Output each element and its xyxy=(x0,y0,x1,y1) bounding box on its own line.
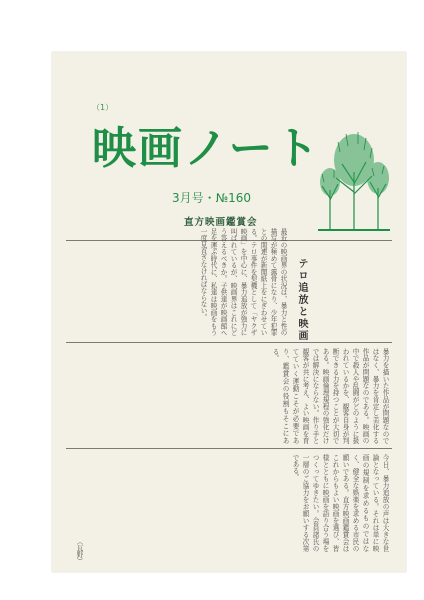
magazine-title: 映画ノート xyxy=(92,123,321,174)
publisher-name: 直方映画鑑賞会 xyxy=(184,217,258,228)
article-headline: テロ追放と映画 xyxy=(296,258,307,342)
issue-number: （1） xyxy=(92,103,114,112)
article-column-middle: 暴力を描いた作品が問題なのではなく、暴力を肯定し美化する作品が問題なのである。映画の中で殺人や乱闘がどのように扱われているかを、観客自身が判断できる力を持つことが大切である。映画倫理規程の強化だけでは解決にならない。作り手と観客が共に考え、よい映画を育てていく運動こそが必要であり、鑑賞会の役割もそこにある。 xyxy=(271,348,389,444)
tree-illustration xyxy=(314,112,394,232)
divider-bottom xyxy=(66,448,392,449)
divider-middle xyxy=(66,342,392,343)
article-column-bottom: 今日、暴力追放の声は大きな世論となっている。それは単に映画の規制を求めるものではなく、健全な娯楽を求める市民の願いである。直方映画鑑賞会はこれからもよい映画を選び、皆様とともに映画を語り合う場をつくってゆきたい。会員諸氏の一層のご協力をお願いする次第である。 xyxy=(291,454,389,552)
issue-date: 3月号・№160 xyxy=(172,191,252,205)
article-column-top: 最近の映画界の状況は、暴力と性の描写が極めて露骨になり、少年犯罪との関連が新聞紙上をにぎわせている。テロ事件を契機として「ヤクザ映画」を中心に、暴力追放が強力に叫ばれているが、映画界はこれにどう答えるべきか。子供達が映画館へ足を運ぶ時代に、私達は映画をもう一度見直さなければならない。 xyxy=(199,228,287,336)
magazine-cover xyxy=(52,52,406,572)
article-author: （瓦野） xyxy=(75,538,83,565)
